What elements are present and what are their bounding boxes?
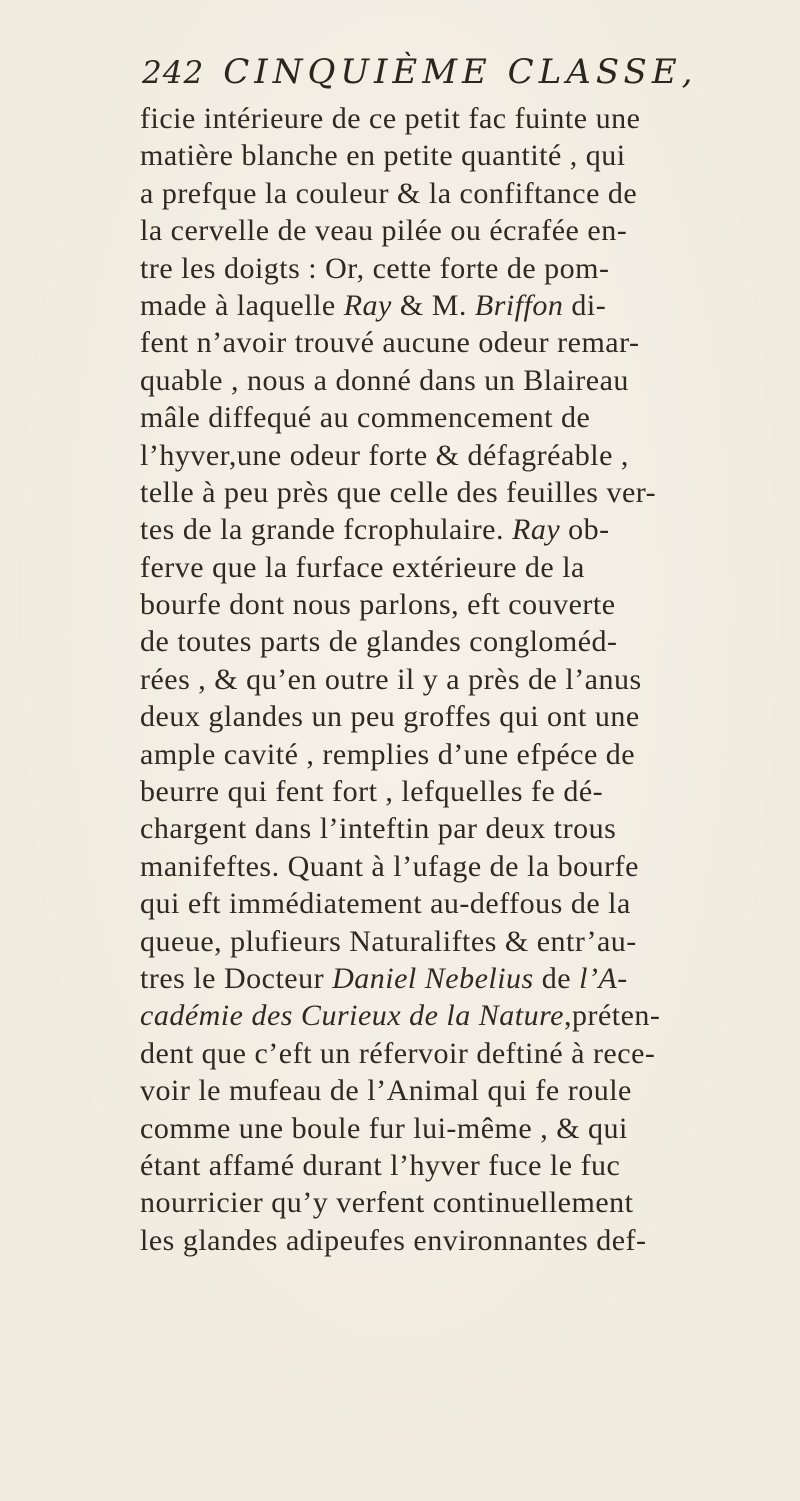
text-line (140, 848, 780, 885)
text-run: les glandes adipeufes environnantes def- (140, 1223, 647, 1257)
text-line (140, 698, 780, 735)
text-line (140, 997, 780, 1034)
text-line (140, 885, 780, 922)
running-head: CINQUIÈME CLASSE, (223, 52, 698, 92)
text-line (140, 1035, 780, 1072)
text-line (140, 175, 780, 212)
text-line (140, 437, 780, 474)
text-line (140, 1184, 780, 1221)
text-line (140, 250, 780, 287)
text-run: de toutes parts de glandes congloméd- (140, 625, 618, 659)
text-line (140, 736, 780, 773)
text-line (140, 362, 780, 399)
text-run: ficie intérieure de ce petit fac fuinte une (140, 102, 641, 135)
text-line (140, 1222, 780, 1259)
text-line (140, 287, 780, 324)
page-number: 242 (142, 55, 205, 91)
text-line (140, 960, 780, 997)
text-run: matière blanche en petite quantité , qui (140, 139, 626, 173)
text-run: l’hyver,une odeur forte & défagréable , (140, 438, 629, 472)
text-run: deux glandes un peu groffes qui ont une (140, 700, 640, 734)
text-run: mâle diffequé au commencement de (140, 401, 591, 435)
text-line (140, 549, 780, 586)
text-line (140, 661, 780, 698)
italic-text-run: Briffon (474, 288, 564, 322)
text-run: de (533, 961, 580, 995)
text-line (140, 773, 780, 810)
text-line (140, 474, 780, 511)
text-run: made à laquelle (140, 288, 344, 322)
text-line (140, 137, 780, 174)
italic-text-run: Ray (512, 513, 561, 547)
text-run: telle à peu près que celle des feuilles ver- (140, 475, 657, 509)
text-run: beurre qui fent fort , lefquelles fe dé- (140, 775, 604, 809)
text-run: tres le Docteur (140, 961, 333, 995)
italic-text-run: cadémie des Curieux de la Nature (140, 999, 564, 1033)
text-run: la cervelle de veau pilée ou écrafée en- (140, 214, 628, 248)
text-run: ,préten- (563, 999, 661, 1033)
text-line (140, 1072, 780, 1109)
text-line (140, 623, 780, 660)
text-run: chargent dans l’inteftin par deux trous (140, 812, 617, 846)
body-text (140, 100, 780, 1259)
text-run: bourfe dont nous parlons, eft couverte (140, 588, 616, 622)
text-run: ferve que la furface extérieure de la (140, 550, 585, 584)
text-run: ob- (560, 513, 610, 547)
text-run: tre les doigts : Or, cette forte de pom- (140, 251, 610, 285)
text-line (140, 212, 780, 249)
text-run: quable , nous a donné dans un Blaireau (140, 363, 629, 397)
text-run: rées , & qu’en outre il y a près de l’anus (140, 662, 642, 696)
text-run: dent que c’eft un réfervoir deftiné à rece- (140, 1036, 656, 1070)
italic-text-run: Ray (343, 288, 392, 322)
text-line (140, 810, 780, 847)
text-line (140, 923, 780, 960)
text-line (140, 586, 780, 623)
text-line (140, 399, 780, 436)
italic-text-run: Daniel Nebelius (332, 961, 534, 995)
text-run: comme une boule fur lui-même , & qui (140, 1111, 628, 1145)
text-run: voir le mufeau de l’Animal qui fe roule (140, 1074, 632, 1108)
text-run: & M. (391, 288, 475, 322)
text-run: qui eft immédiatement au-deffous de la (140, 887, 631, 921)
text-run: manifeftes. Quant à l’ufage de la bourfe (140, 849, 639, 883)
text-line (140, 100, 780, 137)
text-run: ample cavité , remplies d’une efpéce de (140, 737, 636, 771)
text-run: queue, plufieurs Naturaliftes & entr’au- (140, 924, 637, 958)
text-run: nourricier qu’y verfent continuellement (140, 1186, 634, 1220)
text-run: fent n’avoir trouvé aucune odeur remar- (140, 326, 640, 360)
text-line (140, 1147, 780, 1184)
text-run: tes de la grande fcrophulaire. (140, 513, 512, 547)
italic-text-run: l’A- (579, 961, 628, 995)
text-run: di- (563, 288, 607, 322)
text-line (140, 511, 780, 548)
text-line (140, 1110, 780, 1147)
text-run: a prefque la couleur & la confiftance de (140, 176, 638, 210)
text-run: étant affamé durant l’hyver fuce le fuc (140, 1148, 621, 1182)
text-line (140, 324, 780, 361)
